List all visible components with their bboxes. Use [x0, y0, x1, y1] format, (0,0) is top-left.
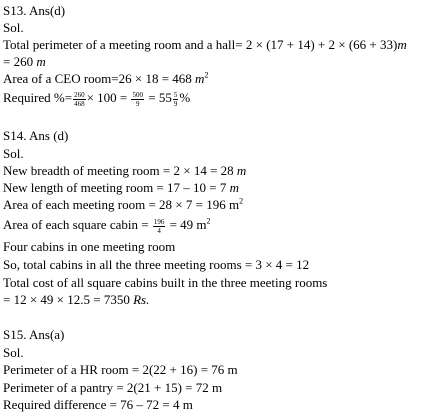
- s14-cabin-frac-den: 4: [157, 226, 161, 235]
- s15-hr-perimeter: Perimeter of a HR room = 2(22 + 16) = 76 m: [3, 362, 238, 377]
- s13-frac2-num: 500: [132, 90, 143, 99]
- s14-heading: S14. Ans (d): [3, 128, 69, 143]
- s15-required-difference: Required difference = 76 – 72 = 4 m: [3, 397, 193, 412]
- s13-frac3-den: 9: [173, 99, 178, 108]
- s14-cost-unit: Rs.: [133, 292, 150, 307]
- s14-new-breadth: [3, 162, 246, 179]
- s13-ceo-area: [3, 70, 208, 87]
- s14-new-length: [3, 179, 239, 196]
- s14-cost-calculation: [3, 291, 149, 308]
- s13-frac3-num: 5: [173, 90, 178, 99]
- s14-length-unit: m: [229, 180, 239, 195]
- s13-perimeter-line: [3, 36, 407, 53]
- s14-area-meeting-exp: 2: [239, 196, 244, 206]
- s13-perimeter-result: [3, 53, 46, 70]
- s13-sol-label: Sol.: [3, 20, 24, 35]
- s14-cost-expr: = 12 × 49 × 12.5 = 7350: [3, 292, 134, 307]
- s14-length-expr: New length of meeting room = 17 – 10 = 7: [3, 180, 230, 195]
- s13-perimeter-unit: m: [397, 37, 407, 52]
- s13-perimeter-result-unit: m: [36, 54, 46, 69]
- s13-required-percent: [3, 89, 190, 108]
- s13-required-label: Required %=: [3, 90, 73, 105]
- s15-pantry-perimeter: Perimeter of a pantry = 2(21 + 15) = 72 m: [3, 380, 223, 395]
- s13-fraction-5-9: [173, 91, 179, 108]
- s14-total-cost-label: Total cost of all square cabins built in the three meeting rooms: [3, 275, 328, 290]
- s14-cabin-exp: 2: [206, 216, 211, 226]
- s15-sol-label: Sol.: [3, 345, 24, 360]
- s13-frac1-num: 260: [74, 90, 85, 99]
- s14-area-meeting-room: [3, 196, 243, 213]
- s13-fraction-500-9: [131, 91, 144, 108]
- s13-required-pct: %: [179, 90, 191, 105]
- s13-perimeter-value: = 260: [3, 54, 37, 69]
- s14-area-meeting-expr: Area of each meeting room = 28 × 7 = 196 m: [3, 197, 240, 212]
- s14-total-cabins: So, total cabins in all the three meeting rooms = 3 × 4 = 12: [3, 257, 310, 272]
- s13-frac1-den: 468: [74, 99, 85, 108]
- s13-perimeter-expr: Total perimeter of a meeting room and a hall= 2 × (17 + 14) + 2 × (66 + 33): [3, 37, 398, 52]
- s15-heading: S15. Ans(a): [3, 327, 65, 342]
- s13-ceo-area-exp: 2: [204, 70, 209, 80]
- s13-required-eq: = 55: [148, 90, 172, 105]
- s14-sol-label: Sol.: [3, 146, 24, 161]
- s14-cabin-result: = 49 m: [166, 217, 207, 232]
- s13-heading: S13. Ans(d): [3, 3, 66, 18]
- s13-ceo-area-unit: m: [195, 71, 205, 86]
- s14-four-cabins: Four cabins in one meeting room: [3, 239, 176, 254]
- s14-cabin-frac-num: 196: [153, 217, 165, 226]
- s13-fraction-260-468: [73, 91, 86, 108]
- s14-breadth-unit: m: [236, 163, 247, 178]
- s13-ceo-area-expr: Area of a CEO room=26 × 18 = 468: [3, 71, 196, 86]
- s14-cabin-label: Area of each square cabin =: [3, 217, 152, 232]
- s14-breadth-expr: New breadth of meeting room = 2 × 14 = 28: [3, 163, 237, 178]
- s13-frac2-den: 9: [135, 99, 140, 108]
- s13-required-mid: × 100 =: [86, 90, 128, 105]
- s14-fraction-196-4: [153, 218, 166, 235]
- s14-area-cabin: [3, 216, 211, 235]
